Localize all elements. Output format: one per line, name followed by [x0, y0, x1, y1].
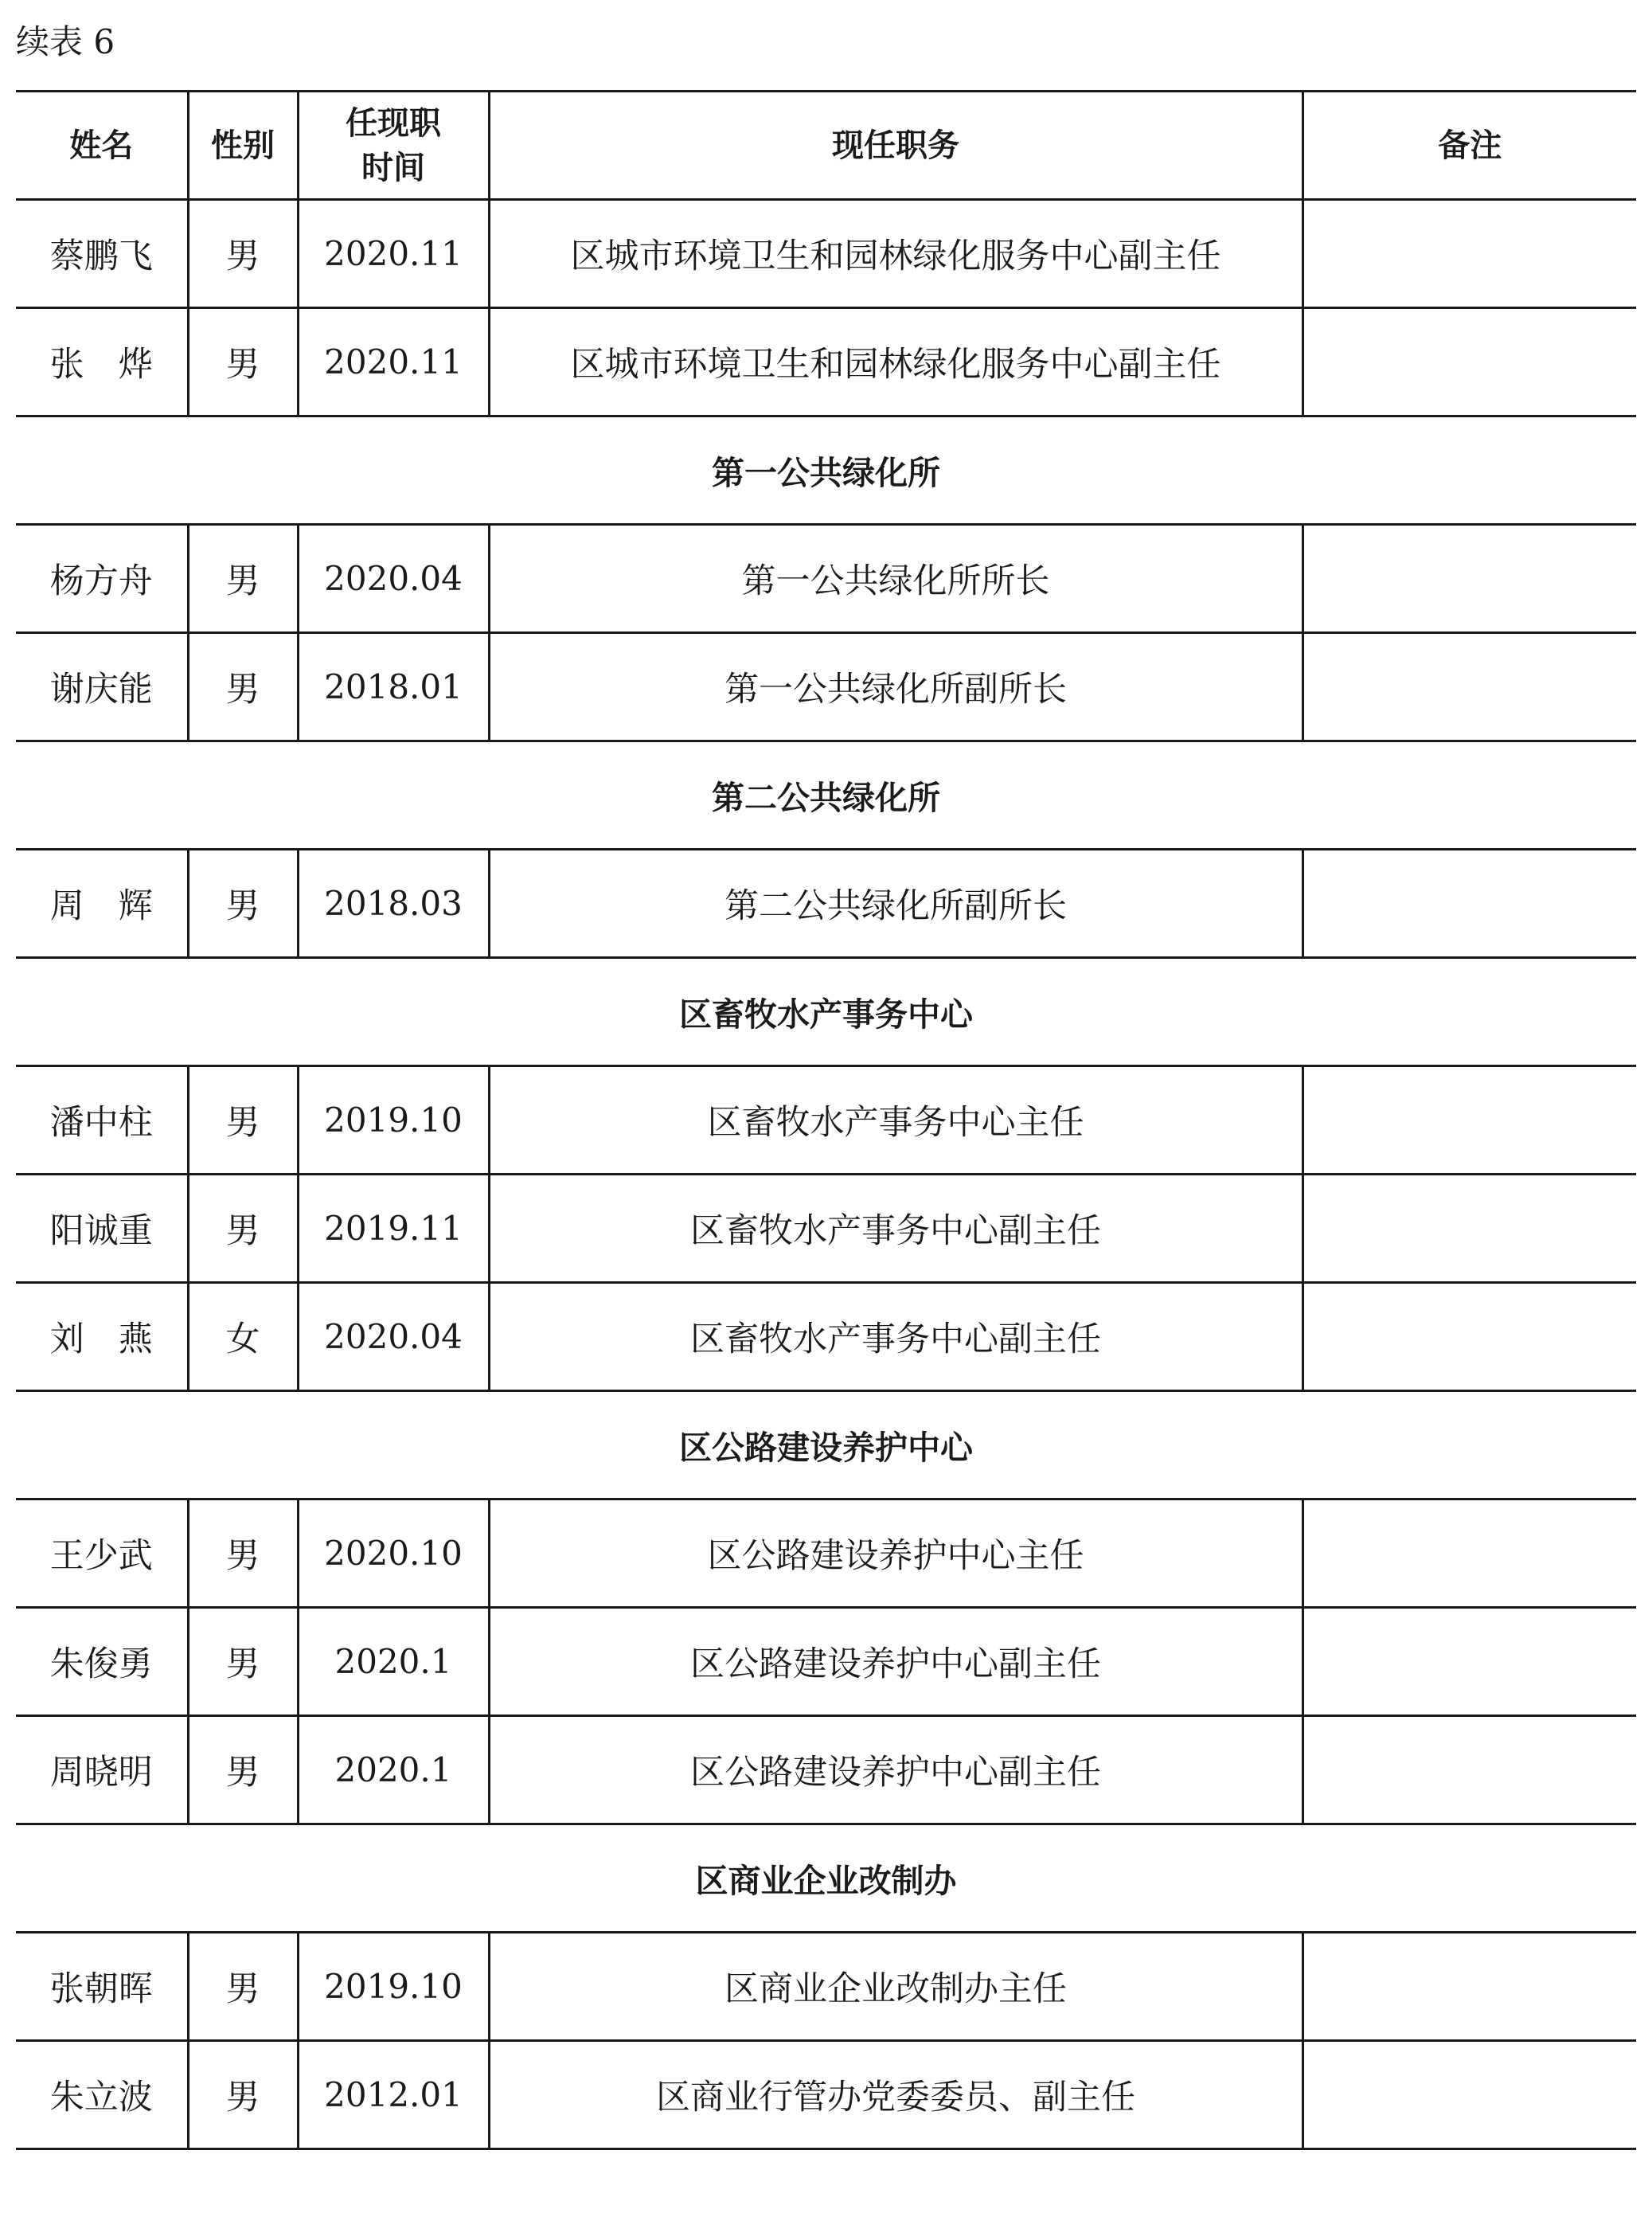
- cell-gender: 男: [188, 308, 298, 416]
- cell-appointment-time: 2020.11: [298, 308, 489, 416]
- cell-current-duty: 区公路建设养护中心主任: [489, 1499, 1302, 1608]
- cell-appointment-time: 2020.11: [298, 200, 489, 308]
- cell-name: 刘 燕: [16, 1283, 188, 1391]
- cell-gender: 女: [188, 1283, 298, 1391]
- cell-name: 潘中柱: [16, 1066, 188, 1175]
- cell-appointment-time: 2020.1: [298, 1608, 489, 1716]
- cell-appointment-time: 2020.10: [298, 1499, 489, 1608]
- cell-name: 蔡鹏飞: [16, 200, 188, 308]
- cell-remark: [1302, 1283, 1636, 1391]
- cell-remark: [1302, 308, 1636, 416]
- header-appointment-time: [298, 92, 489, 200]
- table-row: [16, 1175, 1636, 1283]
- section-title: 区商业企业改制办: [16, 1824, 1636, 1933]
- cell-current-duty: 区畜牧水产事务中心主任: [489, 1066, 1302, 1175]
- cell-remark: [1302, 1499, 1636, 1608]
- cell-name: 张朝晖: [16, 1933, 188, 2041]
- cell-name: 周晓明: [16, 1716, 188, 1824]
- header-gender: 性别: [188, 92, 298, 200]
- header-row: [16, 92, 1636, 200]
- cell-gender: 男: [188, 1499, 298, 1608]
- header-remark: 备注: [1302, 92, 1636, 200]
- cell-remark: [1302, 1933, 1636, 2041]
- cell-remark: [1302, 1175, 1636, 1283]
- cell-appointment-time: 2020.04: [298, 1283, 489, 1391]
- cell-remark: [1302, 633, 1636, 741]
- cell-name: 张 烨: [16, 308, 188, 416]
- section-title: 第二公共绿化所: [16, 741, 1636, 850]
- cell-name: 杨方舟: [16, 525, 188, 633]
- cell-gender: 男: [188, 2041, 298, 2149]
- table-row: [16, 1066, 1636, 1175]
- cell-gender: 男: [188, 1066, 298, 1175]
- table-row: [16, 850, 1636, 958]
- section-title: 区畜牧水产事务中心: [16, 958, 1636, 1066]
- cell-remark: [1302, 2041, 1636, 2149]
- cell-gender: 男: [188, 200, 298, 308]
- section-title: 第一公共绿化所: [16, 416, 1636, 525]
- cell-name: 谢庆能: [16, 633, 188, 741]
- cell-remark: [1302, 200, 1636, 308]
- cell-gender: 男: [188, 633, 298, 741]
- table-row: [16, 1933, 1636, 2041]
- cell-remark: [1302, 525, 1636, 633]
- header-time-line1: 任现职: [346, 104, 441, 142]
- cell-name: 朱立波: [16, 2041, 188, 2149]
- cell-appointment-time: 2019.10: [298, 1933, 489, 2041]
- section-header-row: [16, 958, 1636, 1066]
- cell-gender: 男: [188, 1608, 298, 1716]
- cell-gender: 男: [188, 850, 298, 958]
- cell-appointment-time: 2012.01: [298, 2041, 489, 2149]
- section-header-row: [16, 741, 1636, 850]
- cell-appointment-time: 2019.10: [298, 1066, 489, 1175]
- cell-gender: 男: [188, 1716, 298, 1824]
- cell-current-duty: 区公路建设养护中心副主任: [489, 1716, 1302, 1824]
- cell-appointment-time: 2019.11: [298, 1175, 489, 1283]
- personnel-table: [16, 90, 1636, 2150]
- cell-remark: [1302, 1066, 1636, 1175]
- table-row: [16, 1499, 1636, 1608]
- table-caption: 续表 6: [16, 22, 115, 61]
- cell-current-duty: 第一公共绿化所副所长: [489, 633, 1302, 741]
- cell-current-duty: 第一公共绿化所所长: [489, 525, 1302, 633]
- table-row: [16, 2041, 1636, 2149]
- table-row: [16, 1716, 1636, 1824]
- cell-current-duty: 区公路建设养护中心副主任: [489, 1608, 1302, 1716]
- header-time-line2: 时间: [361, 149, 425, 186]
- cell-name: 阳诚重: [16, 1175, 188, 1283]
- table-row: [16, 1283, 1636, 1391]
- cell-gender: 男: [188, 1175, 298, 1283]
- cell-current-duty: 区城市环境卫生和园林绿化服务中心副主任: [489, 308, 1302, 416]
- table-row: [16, 633, 1636, 741]
- cell-gender: 男: [188, 1933, 298, 2041]
- cell-appointment-time: 2020.04: [298, 525, 489, 633]
- cell-gender: 男: [188, 525, 298, 633]
- section-header-row: [16, 416, 1636, 525]
- cell-current-duty: 区城市环境卫生和园林绿化服务中心副主任: [489, 200, 1302, 308]
- cell-remark: [1302, 1608, 1636, 1716]
- table-row: [16, 200, 1636, 308]
- table-row: [16, 308, 1636, 416]
- cell-current-duty: 第二公共绿化所副所长: [489, 850, 1302, 958]
- section-title: 区公路建设养护中心: [16, 1391, 1636, 1499]
- section-header-row: [16, 1824, 1636, 1933]
- cell-appointment-time: 2018.03: [298, 850, 489, 958]
- section-header-row: [16, 1391, 1636, 1499]
- header-current-duty: 现任职务: [489, 92, 1302, 200]
- cell-current-duty: 区畜牧水产事务中心副主任: [489, 1283, 1302, 1391]
- cell-appointment-time: 2020.1: [298, 1716, 489, 1824]
- cell-current-duty: 区商业企业改制办主任: [489, 1933, 1302, 2041]
- cell-remark: [1302, 1716, 1636, 1824]
- cell-name: 朱俊勇: [16, 1608, 188, 1716]
- cell-current-duty: 区商业行管办党委委员、副主任: [489, 2041, 1302, 2149]
- cell-name: 王少武: [16, 1499, 188, 1608]
- table-row: [16, 1608, 1636, 1716]
- table-row: [16, 525, 1636, 633]
- header-name: 姓名: [16, 92, 188, 200]
- cell-remark: [1302, 850, 1636, 958]
- cell-appointment-time: 2018.01: [298, 633, 489, 741]
- cell-name: 周 辉: [16, 850, 188, 958]
- cell-current-duty: 区畜牧水产事务中心副主任: [489, 1175, 1302, 1283]
- table-body: [16, 200, 1636, 2149]
